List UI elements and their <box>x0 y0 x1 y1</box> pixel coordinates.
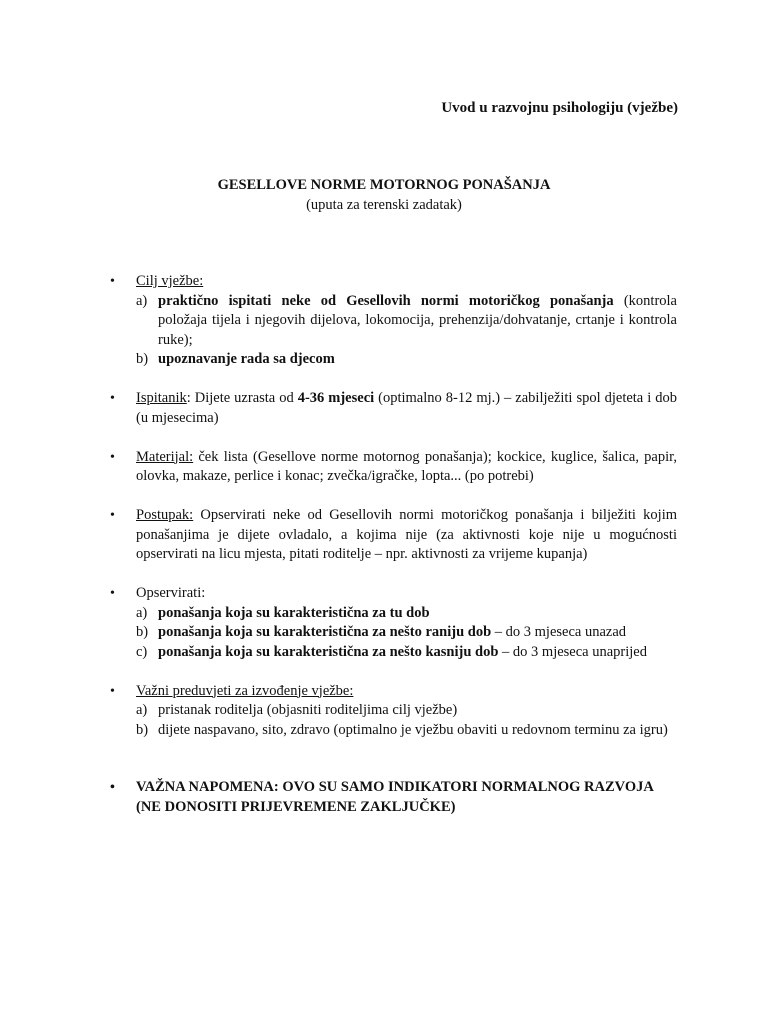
item-text: – do 3 mjeseca unazad <box>491 624 627 640</box>
item-marker: b) <box>136 351 149 367</box>
course-header: Uvod u razvojnu psihologiju (vježbe) <box>441 100 678 116</box>
list-item <box>136 721 677 741</box>
document-subtitle: (uputa za terenski zadatak) <box>306 196 462 213</box>
section-opservirati <box>110 584 677 662</box>
opservirati-items <box>136 604 677 663</box>
preduvjeti-items <box>136 701 677 740</box>
opservirati-label: • Opservirati: <box>136 585 206 601</box>
item-text: (kontrola položaja tijela i njegovih dijelova, lokomocija, prehenzija/dohvatanje, crtanje i kontrola ruke); <box>158 292 677 348</box>
instructions-list <box>110 272 677 837</box>
section-postupak <box>110 506 677 565</box>
item-marker: b) <box>136 624 149 640</box>
item-marker: a) <box>136 604 148 621</box>
list-item <box>136 292 677 351</box>
ispitanik-text-1: : Dijete uzrasta od <box>186 390 298 406</box>
item-bold-text: praktično ispitati neke od Gesellovih normi motoričkog ponašanja <box>158 292 614 309</box>
item-bold-text: ponašanja koja su karakteristična za nešto raniju dob <box>158 624 492 640</box>
napomena-text: VAŽNA NAPOMENA: OVO SU SAMO INDIKATORI NORMALNOG RAZVOJA (NE DONOSITI PRIJEVREMENE ZAKLJUČKE) <box>136 779 654 815</box>
list-item <box>136 623 677 643</box>
materijal-label: Materijal: <box>136 448 194 465</box>
list-item <box>136 350 677 370</box>
preduvjeti-label: Važni preduvjeti za izvođenje vježbe: <box>136 682 354 699</box>
item-marker: b) <box>136 721 149 738</box>
list-item <box>136 604 677 624</box>
item-marker: c) <box>136 643 148 660</box>
item-text: – do 3 mjeseca unaprijed <box>498 643 647 660</box>
cilj-items <box>136 292 677 370</box>
postupak-text: Opservirati neke od Gesellovih normi motoričkog ponašanja i bilježiti kojim ponašanjima je dijete ovladalo, a kojima nije (za aktivnosti koje nije u mogućnosti opservirati na licu mjesta, pitati roditelje – npr. aktivnosti za vrijeme kupanja) <box>136 507 677 562</box>
materijal-text: ček lista (Gesellove norme motornog ponašanja); kockice, kuglice, šalica, papir, olovka, makaze, perlice i konac; zvečka/igračke, lopta... (po potrebi) <box>136 448 677 484</box>
list-item <box>136 701 677 721</box>
ispitanik-label: Ispitanik <box>136 390 187 406</box>
section-preduvjeti <box>110 682 677 741</box>
section-napomena <box>110 778 677 817</box>
section-cilj <box>110 272 677 370</box>
list-item <box>136 643 677 663</box>
item-bold-text: upoznavanje rada sa djecom <box>158 351 335 367</box>
ispitanik-text-2: (optimalno 8-12 mj.) – zabilježiti spol djeteta i dob (u mjesecima) <box>136 390 677 426</box>
item-text: dijete naspavano, sito, zdravo (optimalno je vježbu obaviti u redovnom terminu za igru) <box>158 721 668 738</box>
section-ispitanik <box>110 389 677 428</box>
item-bold-text: ponašanja koja su karakteristična za tu dob <box>158 604 430 621</box>
item-bold-text: ponašanja koja su karakteristična za nešto kasniju dob <box>158 643 499 660</box>
item-marker: a) <box>136 702 148 718</box>
cilj-label: Cilj vježbe: <box>136 273 204 289</box>
section-materijal <box>110 448 677 487</box>
item-marker: a) <box>136 292 148 309</box>
postupak-label: Postupak: <box>136 507 194 523</box>
ispitanik-age: 4-36 mjeseci <box>297 390 375 406</box>
item-text: pristanak roditelja (objasniti roditeljima cilj vježbe) <box>158 702 458 718</box>
document-title: GESELLOVE NORME MOTORNOG PONAŠANJA <box>217 177 551 193</box>
title-block <box>0 176 768 215</box>
